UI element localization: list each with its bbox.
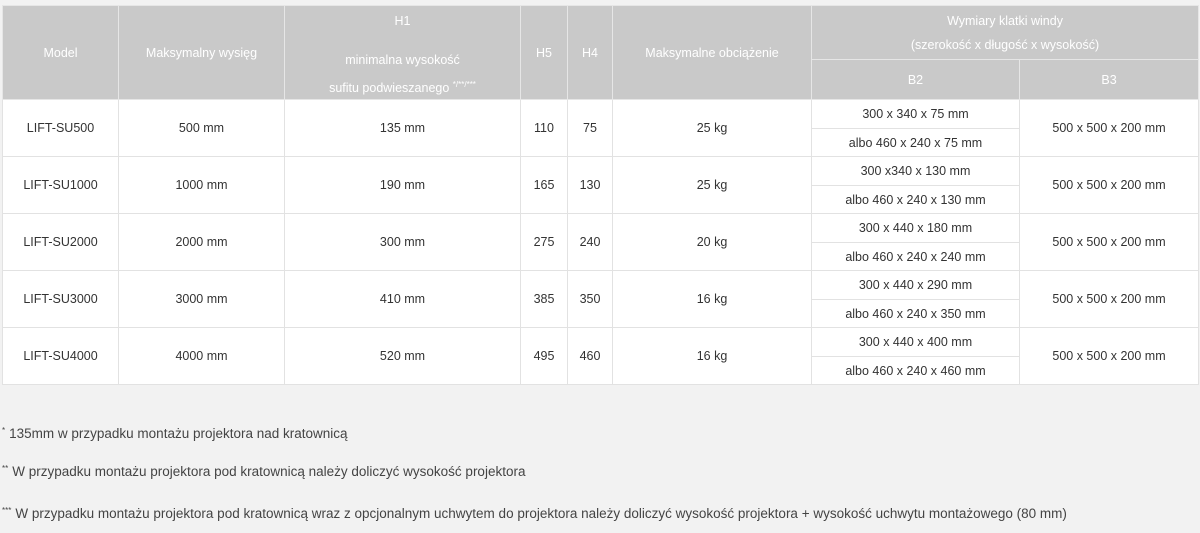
- cell-b2-option-a: 300 x 440 x 290 mm: [812, 271, 1020, 300]
- cell-h5: 275: [521, 214, 568, 271]
- footnote-mark: ***: [2, 506, 12, 515]
- footnote-3: [2, 506, 1067, 521]
- cell-b2-option-b: albo 460 x 240 x 130 mm: [812, 186, 1020, 214]
- cell-load: 25 kg: [613, 157, 812, 214]
- header-max-load: Maksymalne obciążenie: [613, 6, 812, 100]
- table-row: [3, 214, 1199, 243]
- cell-h1: 410 mm: [285, 271, 521, 328]
- cell-b2-option-b: albo 460 x 240 x 240 mm: [812, 243, 1020, 271]
- cell-load: 16 kg: [613, 328, 812, 385]
- cell-h4: 350: [568, 271, 613, 328]
- cell-b2-option-a: 300 x 340 x 75 mm: [812, 100, 1020, 129]
- header-h1-line2-wrap: [285, 80, 520, 95]
- spec-table: [2, 5, 1199, 385]
- header-h1-marks: */**/***: [452, 80, 476, 89]
- header-cage-dimensions: [812, 6, 1199, 60]
- cell-b2-option-a: 300 x340 x 130 mm: [812, 157, 1020, 186]
- cell-b3: 500 x 500 x 200 mm: [1020, 157, 1199, 214]
- header-model: Model: [3, 6, 119, 100]
- header-cage-subtitle: (szerokość x długość x wysokość): [910, 37, 1100, 52]
- cell-b3: 500 x 500 x 200 mm: [1020, 328, 1199, 385]
- cell-h5: 165: [521, 157, 568, 214]
- table-row: [3, 328, 1199, 357]
- cell-h4: 460: [568, 328, 613, 385]
- cell-h1: 300 mm: [285, 214, 521, 271]
- header-b2: B2: [812, 60, 1020, 100]
- cell-b2-option-b: albo 460 x 240 x 75 mm: [812, 129, 1020, 157]
- cell-h5: 495: [521, 328, 568, 385]
- cell-reach: 2000 mm: [119, 214, 285, 271]
- cell-model: LIFT-SU1000: [3, 157, 119, 214]
- cell-h4: 240: [568, 214, 613, 271]
- header-h1: [285, 6, 521, 100]
- table-row: [3, 271, 1199, 300]
- cell-model: LIFT-SU2000: [3, 214, 119, 271]
- header-h1-line2: sufitu podwieszanego: [329, 81, 450, 96]
- header-h1-title: H1: [394, 14, 411, 28]
- cell-b3: 500 x 500 x 200 mm: [1020, 100, 1199, 157]
- footnote-1: [2, 426, 348, 441]
- cell-load: 20 kg: [613, 214, 812, 271]
- cell-reach: 1000 mm: [119, 157, 285, 214]
- header-h5: H5: [521, 6, 568, 100]
- cell-b2-option-a: 300 x 440 x 400 mm: [812, 328, 1020, 357]
- cell-b2-option-b: albo 460 x 240 x 350 mm: [812, 300, 1020, 328]
- header-max-reach: Maksymalny wysięg: [119, 6, 285, 100]
- cell-h4: 130: [568, 157, 613, 214]
- footnote-mark: **: [2, 464, 9, 473]
- footnote-text: W przypadku montażu projektora pod kratownicą należy doliczyć wysokość projektora: [12, 464, 526, 479]
- footnote-2: [2, 464, 525, 479]
- cell-h4: 75: [568, 100, 613, 157]
- cell-b3: 500 x 500 x 200 mm: [1020, 271, 1199, 328]
- cell-model: LIFT-SU500: [3, 100, 119, 157]
- cell-h5: 385: [521, 271, 568, 328]
- header-b3: B3: [1020, 60, 1199, 100]
- header-h1-line1: minimalna wysokość: [345, 53, 460, 67]
- cell-h1: 135 mm: [285, 100, 521, 157]
- cell-reach: 3000 mm: [119, 271, 285, 328]
- cell-load: 16 kg: [613, 271, 812, 328]
- cell-h1: 190 mm: [285, 157, 521, 214]
- cell-load: 25 kg: [613, 100, 812, 157]
- footnote-mark: *: [2, 426, 6, 435]
- header-h4: H4: [568, 6, 613, 100]
- cell-h5: 110: [521, 100, 568, 157]
- cell-b2-option-b: albo 460 x 240 x 460 mm: [812, 357, 1020, 385]
- cell-model: LIFT-SU4000: [3, 328, 119, 385]
- header-cage-title: Wymiary klatki windy: [947, 13, 1063, 28]
- cell-b3: 500 x 500 x 200 mm: [1020, 214, 1199, 271]
- footnote-text: 135mm w przypadku montażu projektora nad kratownicą: [9, 426, 348, 441]
- footnote-text: W przypadku montażu projektora pod kratownicą wraz z opcjonalnym uchwytem do projektora należy doliczyć wysokość projektora + wysokość uchwytu montażowego (80 mm): [15, 506, 1067, 521]
- table-row: [3, 100, 1199, 129]
- table-row: [3, 157, 1199, 186]
- cell-model: LIFT-SU3000: [3, 271, 119, 328]
- cell-h1: 520 mm: [285, 328, 521, 385]
- cell-reach: 4000 mm: [119, 328, 285, 385]
- cell-b2-option-a: 300 x 440 x 180 mm: [812, 214, 1020, 243]
- cell-reach: 500 mm: [119, 100, 285, 157]
